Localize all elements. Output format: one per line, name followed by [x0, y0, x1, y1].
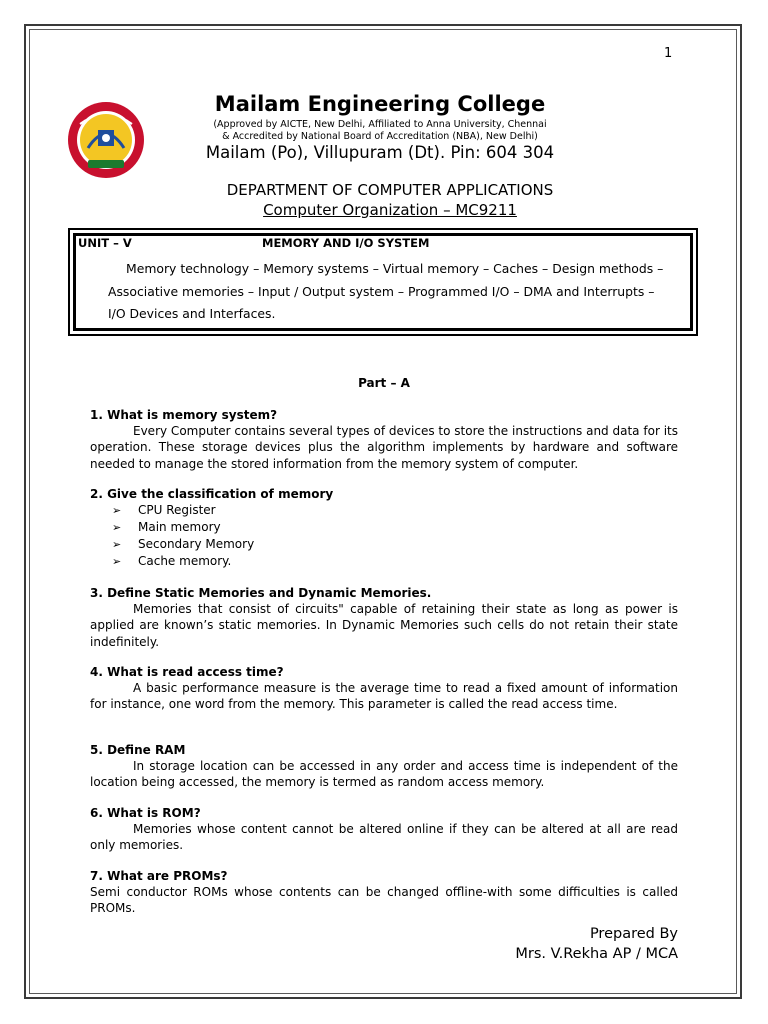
syllabus-line-1: Memory technology – Memory systems – Virtual memory – Caches – Design methods – [126, 261, 664, 276]
college-address: Mailam (Po), Villupuram (Dt). Pin: 604 304 [205, 143, 555, 162]
part-label: Part – A [358, 376, 410, 390]
course-title: Computer Organization – MC9211 [263, 201, 517, 219]
question-2: 2. Give the classification of memory [90, 487, 334, 501]
approval-line-1: (Approved by AICTE, New Delhi, Affiliated to Anna University, Chennai [213, 119, 547, 130]
question-3: 3. Define Static Memories and Dynamic Memories. [90, 586, 432, 600]
unit-label: UNIT – V [78, 236, 132, 250]
approval-line-2: & Accredited by National Board of Accreditation (NBA), New Delhi) [222, 131, 538, 142]
list-item: ➢ CPU Register [112, 503, 216, 517]
list-item: ➢ Cache memory. [112, 554, 232, 568]
approval-text [140, 119, 620, 143]
arrow-bullet-icon: ➢ [112, 538, 122, 551]
answer-1: Every Computer contains several types of devices to store the instructions and data for its operation. These storage devices plus the algorithm implements by hardware and software needed to manage the stored information from the memory system of computer. [90, 424, 678, 471]
arrow-bullet-icon: ➢ [112, 521, 122, 534]
memory-classification-list [112, 502, 254, 570]
answer-7: Semi conductor ROMs whose contents can be changed offline-with some difficulties is called PROMs. [90, 885, 678, 916]
question-5: 5. Define RAM [90, 743, 186, 757]
question-4: 4. What is read access time? [90, 665, 284, 679]
question-6: 6. What is ROM? [90, 806, 201, 820]
syllabus-line-2: Associative memories – Input / Output system – Programmed I/O – DMA and Interrupts – [108, 284, 655, 299]
department-name: DEPARTMENT OF COMPUTER APPLICATIONS [226, 181, 554, 199]
list-item: ➢ Main memory [112, 520, 221, 534]
prepared-by-name: Mrs. V.Rekha AP / MCA [515, 946, 678, 962]
arrow-bullet-icon: ➢ [112, 555, 122, 568]
list-item: ➢ Secondary Memory [112, 537, 255, 551]
prepared-by-label: Prepared By [589, 926, 678, 942]
answer-6: Memories whose content cannot be altered online if they can be altered at all are read only memories. [90, 822, 678, 853]
prepared-by [515, 924, 678, 964]
question-1: 1. What is memory system? [90, 408, 278, 422]
unit-title: MEMORY AND I/O SYSTEM [262, 236, 430, 250]
syllabus-line-3: I/O Devices and Interfaces. [108, 306, 276, 321]
answer-4: A basic performance measure is the average time to read a fixed amount of information for instance, one word from the memory. This parameter is called the read access time. [90, 681, 678, 712]
page-number: 1 [664, 46, 673, 61]
college-name: Mailam Engineering College [214, 92, 546, 116]
answer-5: In storage location can be accessed in any order and access time is independent of the location being accessed, the memory is termed as random access memory. [90, 759, 678, 790]
answer-3: Memories that consist of circuits" capable of retaining their state as long as power is applied are known’s static memories. In Dynamic Memories such cells do not retain their state indefinitely. [90, 602, 678, 649]
arrow-bullet-icon: ➢ [112, 504, 122, 517]
college-seal-icon [66, 100, 146, 180]
question-7: 7. What are PROMs? [90, 869, 228, 883]
